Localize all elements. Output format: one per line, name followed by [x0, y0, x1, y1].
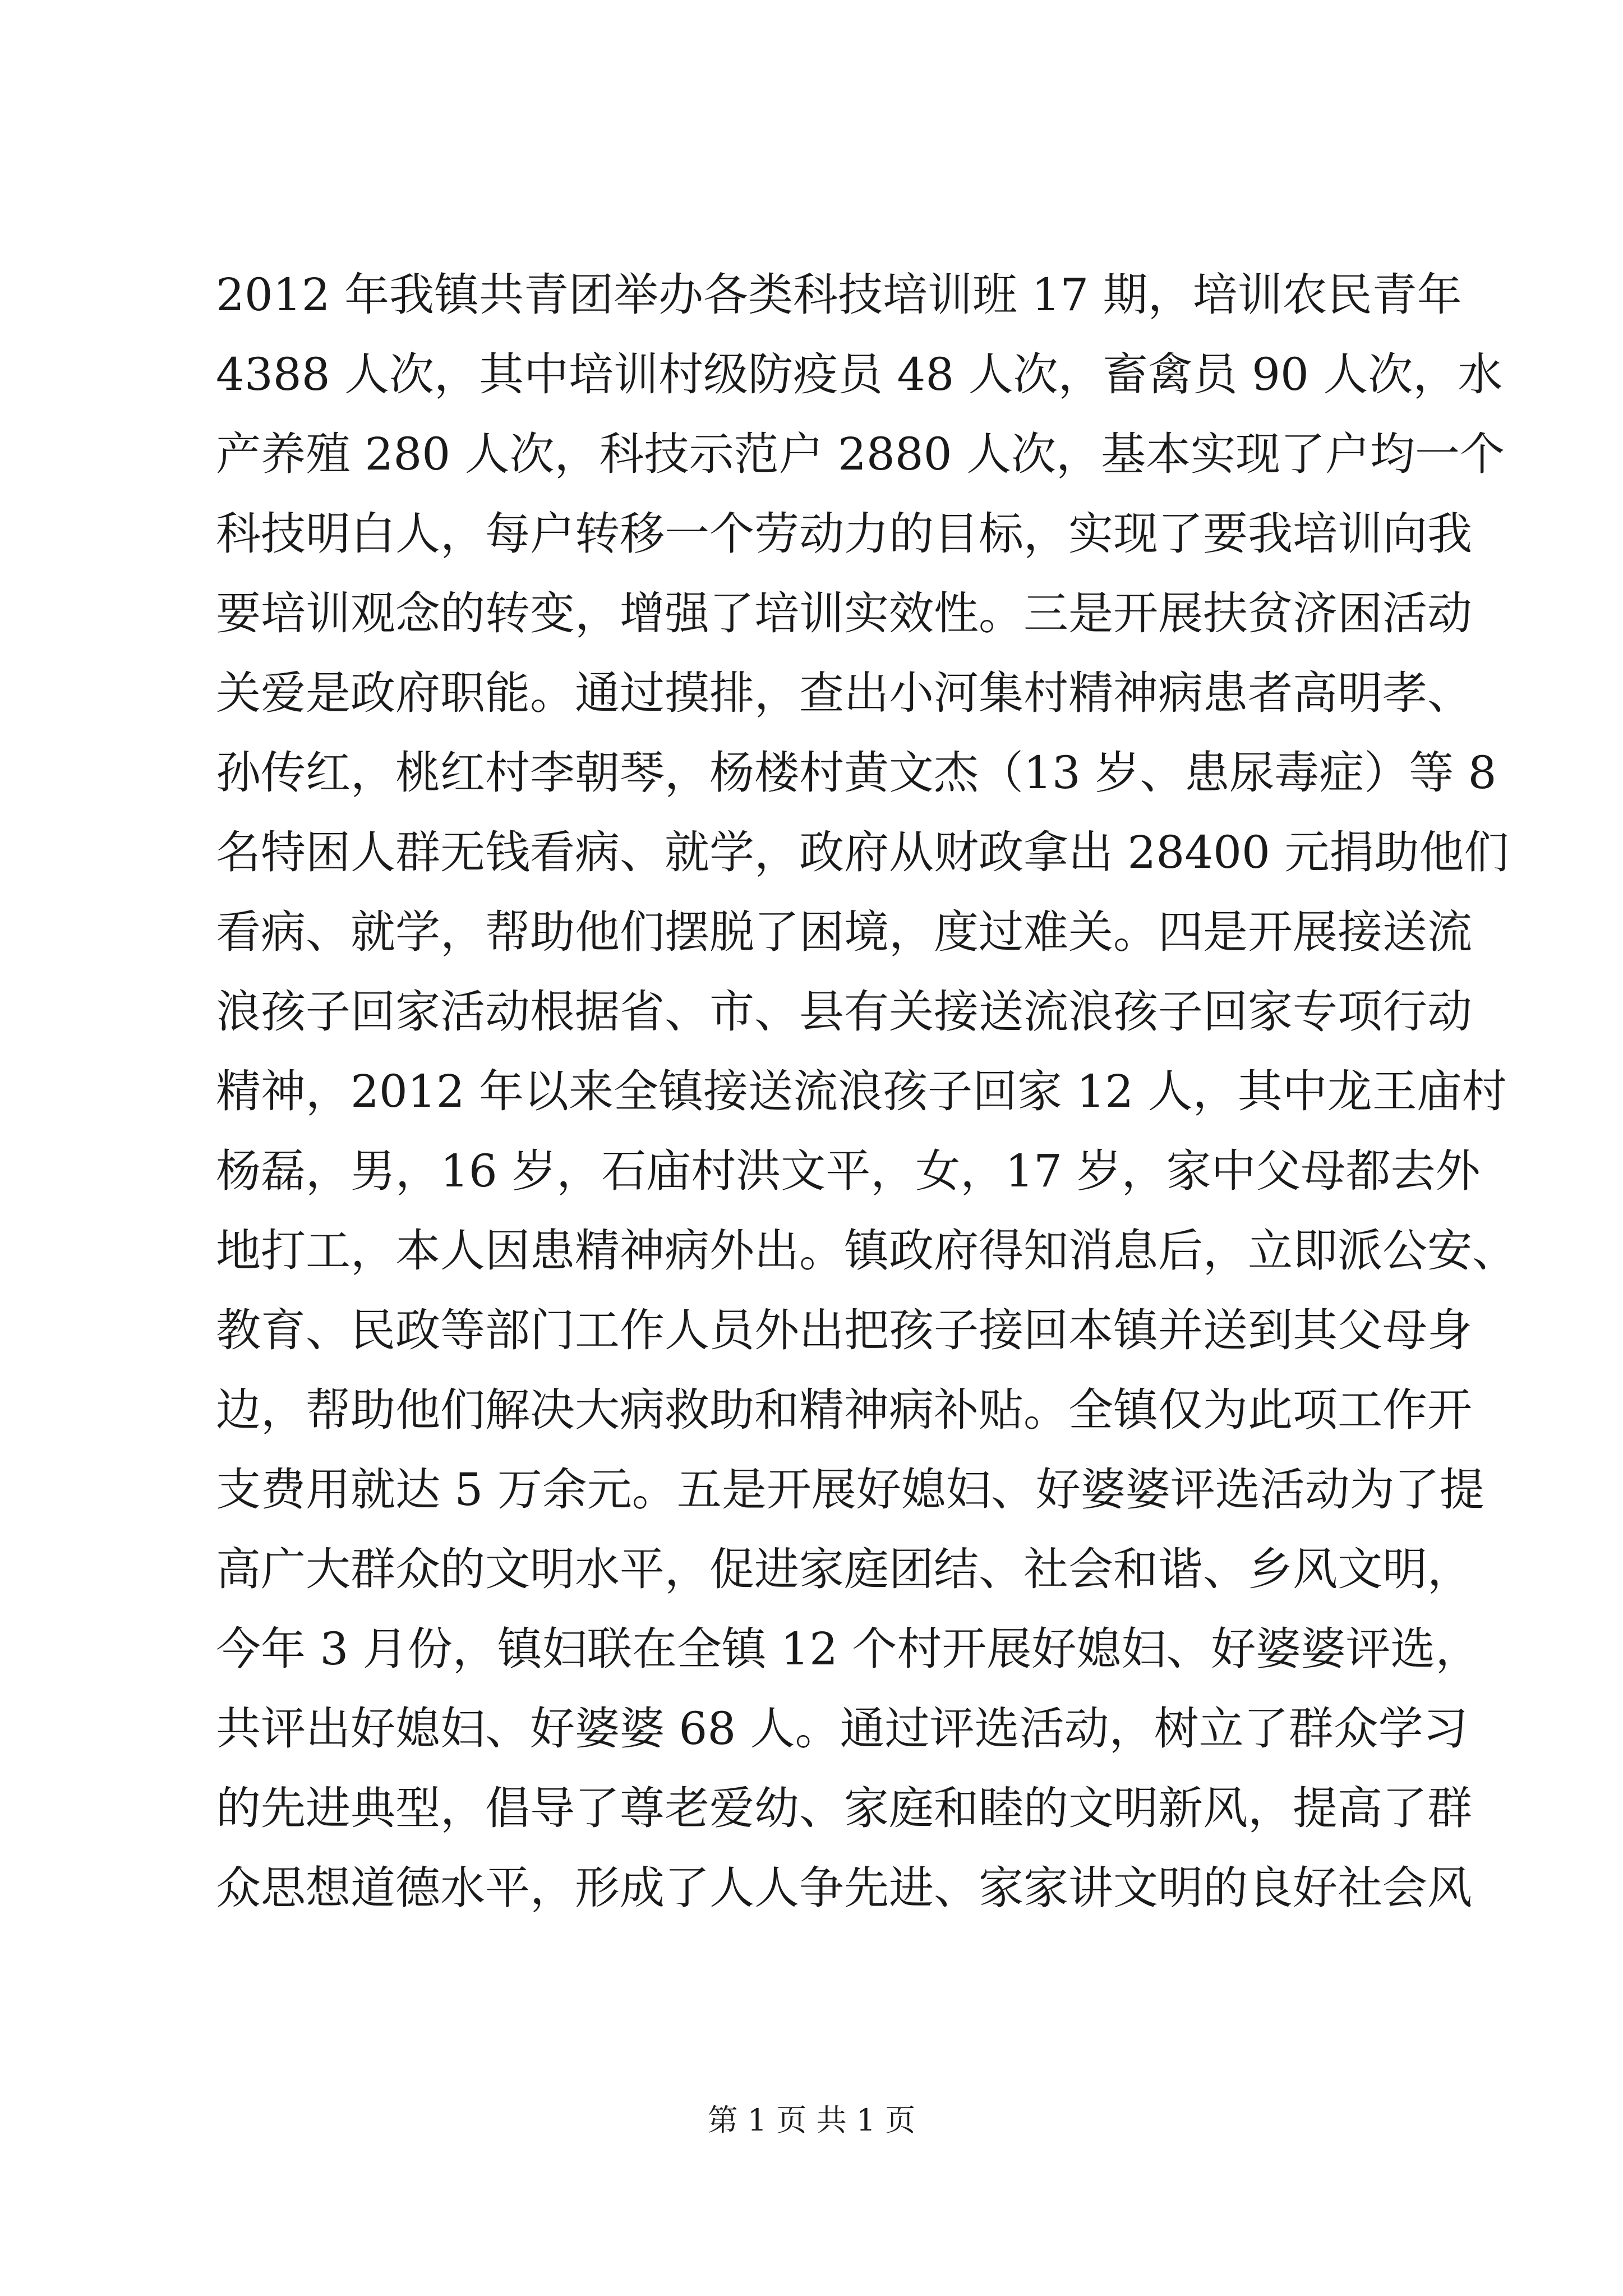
text-line: 共评出好媳妇、好婆婆 68 人。通过评选活动，树立了群众学习 — [216, 1703, 1468, 1755]
body-text — [216, 255, 1517, 1928]
text-line: 浪孩子回家活动根据省、市、县有关接送流浪孩子回家专项行动 — [216, 986, 1472, 1038]
text-line: 4388 人次，其中培训村级防疫员 48 人次，畜禽员 90 人次，水 — [216, 348, 1503, 401]
text-line: 科技明白人，每户转移一个劳动力的目标，实现了要我培训向我 — [216, 508, 1472, 560]
text-line: 要培训观念的转变，增强了培训实效性。三是开展扶贫济困活动 — [216, 587, 1472, 639]
page-footer: 第 1 页 共 1 页 — [707, 2102, 916, 2138]
text-line: 产养殖 280 人次，科技示范户 2880 人次，基本实现了户均一个 — [216, 428, 1505, 480]
text-line: 地打工，本人因患精神病外出。镇政府得知消息后，立即派公安、 — [216, 1225, 1517, 1277]
text-line: 众思想道德水平，形成了人人争先进、家家讲文明的良好社会风 — [216, 1862, 1472, 1914]
text-line: 杨磊，男，16 岁，石庙村洪文平，女，17 岁，家中父母都去外 — [216, 1145, 1481, 1197]
text-line: 教育、民政等部门工作人员外出把孩子接回本镇并送到其父母身 — [216, 1304, 1472, 1356]
text-line: 2012 年我镇共青团举办各类科技培训班 17 期，培训农民青年 — [216, 269, 1462, 321]
text-line: 今年 3 月份，镇妇联在全镇 12 个村开展好媳妇、好婆婆评选， — [216, 1623, 1481, 1675]
text-line: 边，帮助他们解决大病救助和精神病补贴。全镇仅为此项工作开 — [216, 1384, 1472, 1436]
text-line: 支费用就达 5 万余元。五是开展好媳妇、好婆婆评选活动为了提 — [216, 1464, 1484, 1516]
text-line: 孙传红，桃红村李朝琴，杨楼村黄文杰（13 岁、患尿毒症）等 8 — [216, 747, 1497, 799]
text-line: 高广大群众的文明水平，促进家庭团结、社会和谐、乡风文明， — [216, 1543, 1472, 1595]
text-line: 精神，2012 年以来全镇接送流浪孩子回家 12 人，其中龙王庙村 — [216, 1065, 1507, 1117]
text-line: 看病、就学，帮助他们摆脱了困境，度过难关。四是开展接送流 — [216, 906, 1472, 958]
text-line: 名特困人群无钱看病、就学，政府从财政拿出 28400 元捐助他们 — [216, 826, 1509, 878]
text-line: 关爱是政府职能。通过摸排，查出小河集村精神病患者高明孝、 — [216, 667, 1472, 719]
text-line: 的先进典型，倡导了尊老爱幼、家庭和睦的文明新风，提高了群 — [216, 1782, 1472, 1834]
